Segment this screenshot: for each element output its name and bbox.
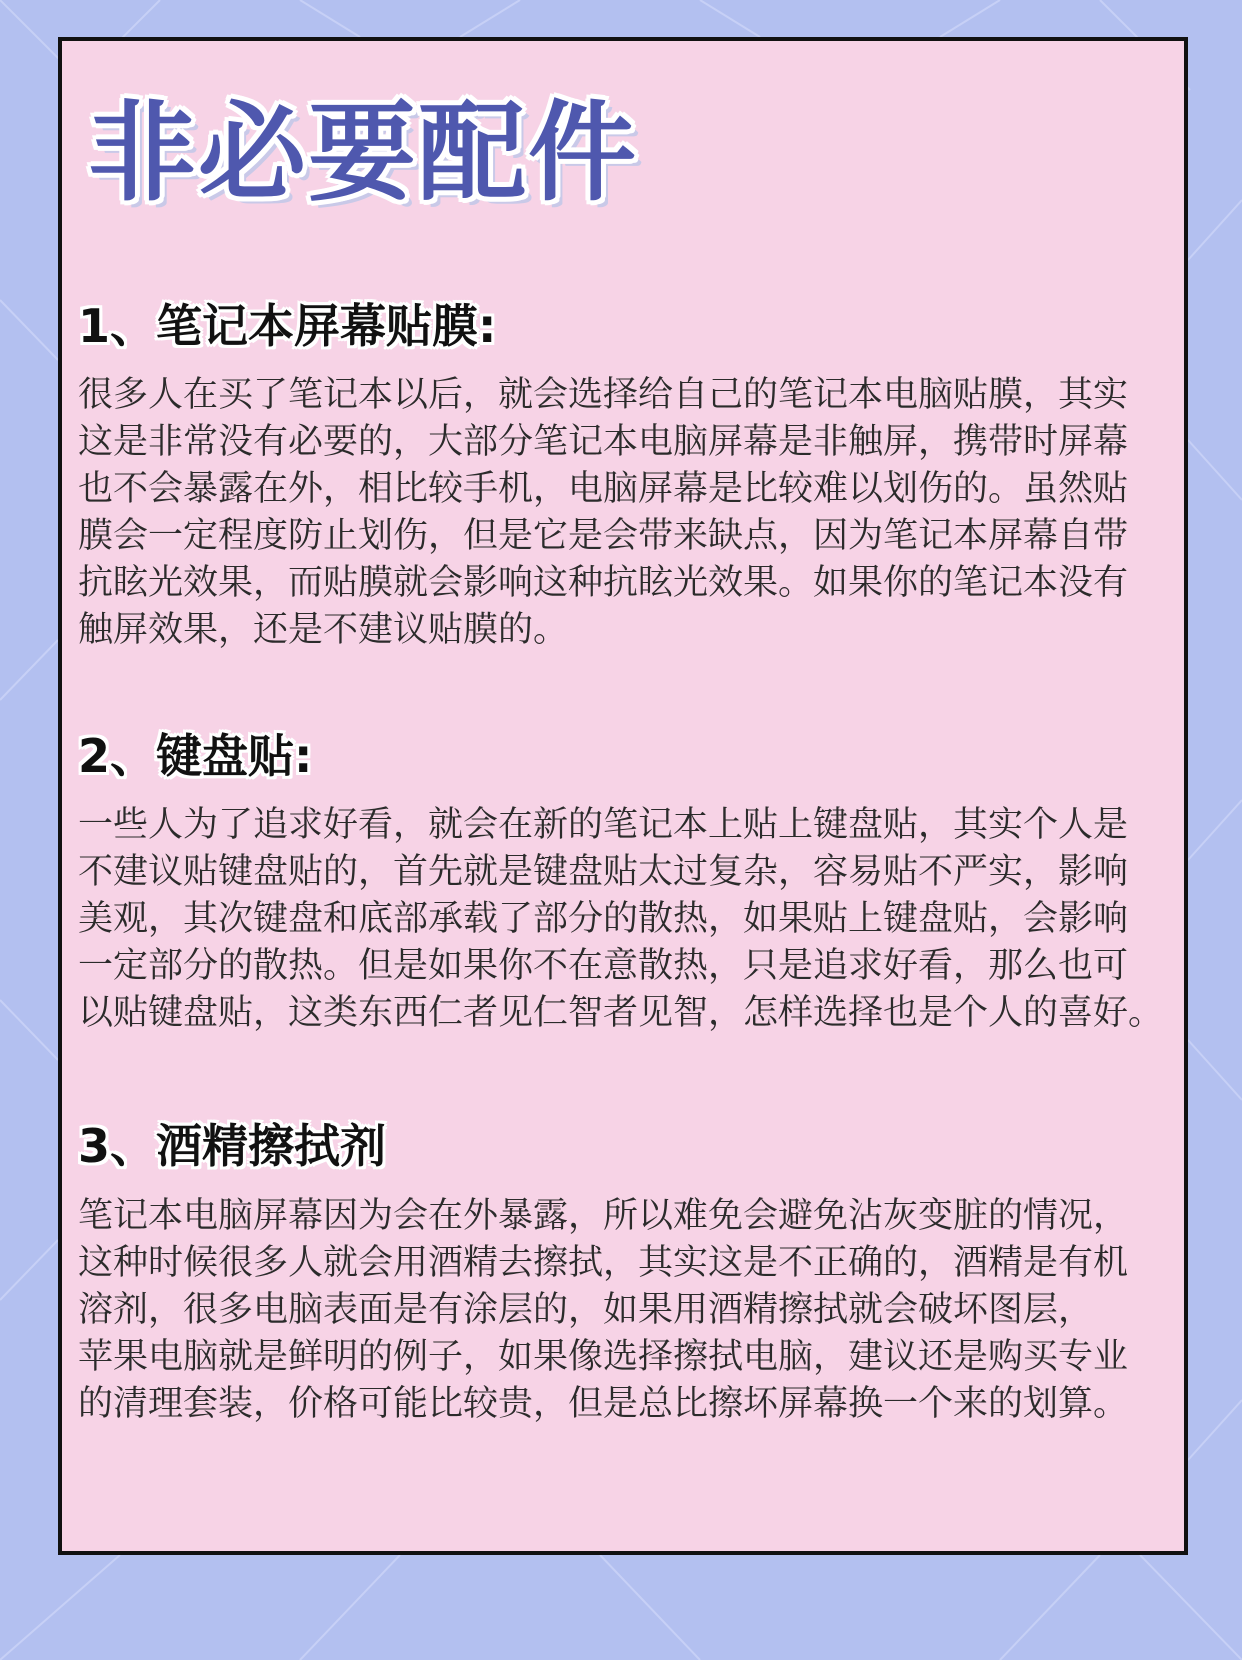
section-heading-keyboard-sticker: 2、键盘贴: — [78, 729, 313, 783]
section-body-alcohol-wipe: 笔记本电脑屏幕因为会在外暴露，所以难免会避免沾灰变脏的情况， 这种时候很多人就会用酒精去擦拭，其实这是不正确的，酒精是有机 溶剂，很多电脑表面是有涂层的，如果用酒精擦拭就会破坏图层， 苹果电脑就是鲜明的例子，如果像选择擦拭电脑，建议还是购买专业 的清理套装，价格可能比较贵，但是总比擦坏屏幕换一个来的划算。 — [78, 1196, 1129, 1424]
section-body-keyboard-sticker: 一些人为了追求好看，就会在新的笔记本上贴上键盘贴，其实个人是 不建议贴键盘贴的，首先就是键盘贴太过复杂，容易贴不严实，影响 美观，其次键盘和底部承载了部分的散热，如果贴上键盘贴，会影响 一定部分的散热。但是如果你不在意散热，只是追求好看，那么也可 以贴键盘贴，这类东西仁者见仁智者见智，怎样选择也是个人的喜好。 — [78, 805, 1164, 1033]
section-heading-alcohol-wipe: 3、酒精擦拭剂 — [78, 1119, 387, 1173]
section-body-screen-film: 很多人在买了笔记本以后，就会选择给自己的笔记本电脑贴膜，其实 这是非常没有必要的，大部分笔记本电脑屏幕是非触屏，携带时屏幕 也不会暴露在外，相比较手机，电脑屏幕是比较难以划伤的。虽然贴 膜会一定程度防止划伤，但是它是会带来缺点，因为笔记本屏幕自带 抗眩光效果，而贴膜就会影响这种抗眩光效果。如果你的笔记本没有 触屏效果，还是不建议贴膜的。 — [78, 375, 1129, 650]
content-card — [58, 37, 1188, 1555]
page-title: 非必要配件 — [88, 91, 639, 216]
section-heading-screen-film: 1、笔记本屏幕贴膜: — [78, 299, 497, 353]
